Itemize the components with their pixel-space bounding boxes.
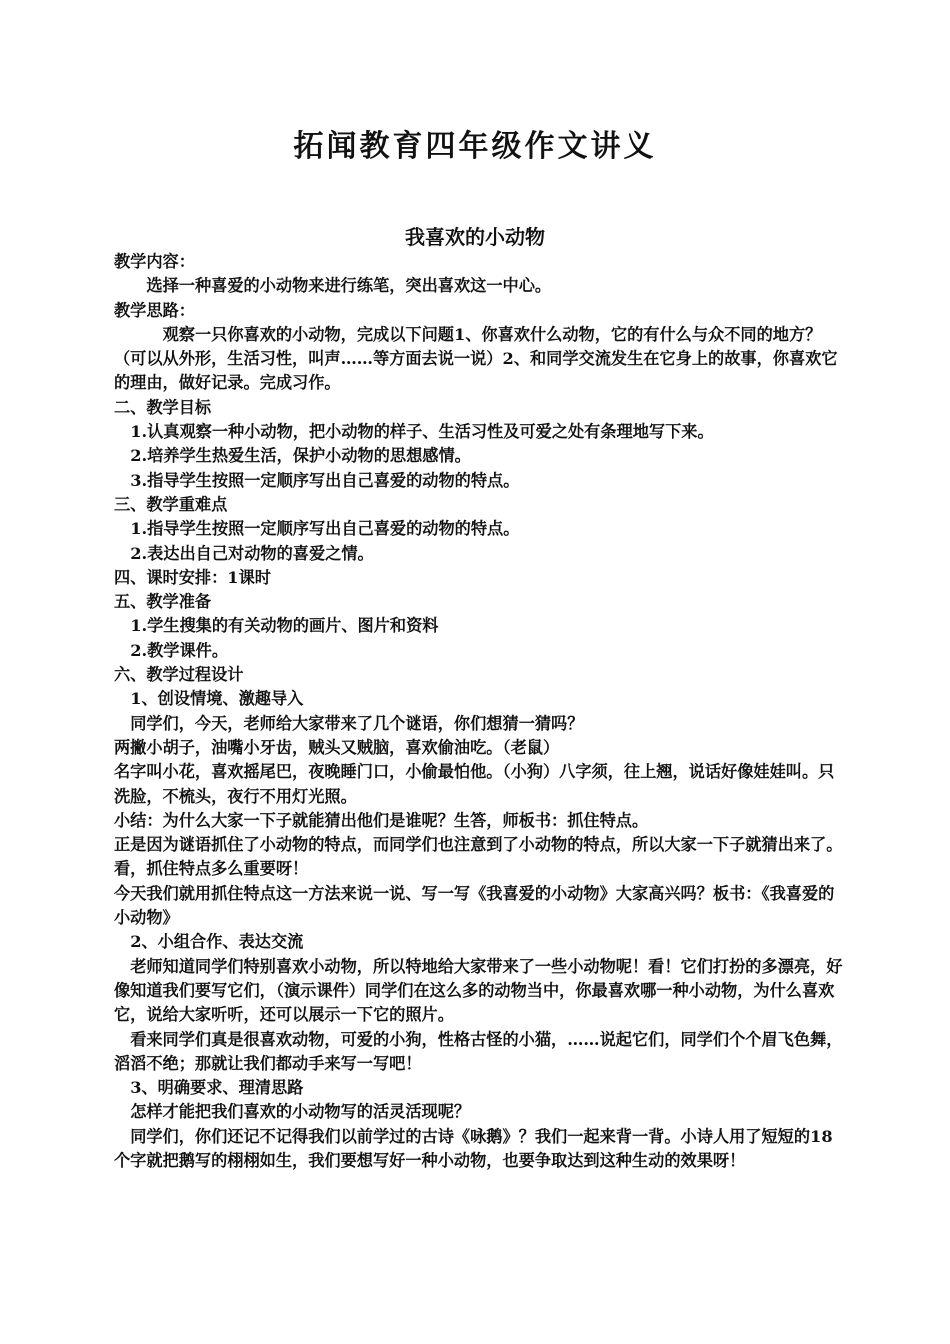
list-item: 1.学生搜集的有关动物的画片、图片和资料 bbox=[130, 616, 439, 636]
subsection-heading: 1、创设情境、激趣导入 bbox=[130, 689, 304, 709]
section-heading: 五、教学准备 bbox=[114, 592, 212, 612]
section-heading: 教学内容： bbox=[114, 252, 195, 271]
lesson-body bbox=[114, 250, 844, 1173]
subsection-heading: 3、明确要求、理清思路 bbox=[130, 1078, 304, 1098]
paragraph: 正是因为谜语抓住了小动物的特点，而同学们也注意到了小动物的特点，所以大家一下子就猜出来了。看，抓住特点多么重要呀！ bbox=[114, 835, 843, 879]
list-item: 2.培养学生热爱生活，保护小动物的思想感情。 bbox=[130, 446, 471, 466]
lesson-title: 我喜欢的小动物 bbox=[405, 225, 545, 249]
list-item: 1.指导学生按照一定顺序写出自己喜爱的动物的特点。 bbox=[130, 519, 520, 539]
document-title: 拓闻教育四年级作文讲义 bbox=[293, 129, 657, 164]
paragraph: 观察一只你喜欢的小动物，完成以下问题1、你喜欢什么动物，它的有什么与众不同的地方？（可以从外形，生活习性，叫声……等方面去说一说）2、和同学交流发生在它身上的故事，你喜欢它的理由，做好记录。完成习作。 bbox=[114, 324, 838, 393]
paragraph: 两撇小胡子，油嘴小牙齿，贼头又贼脑，喜欢偷油吃。（老鼠） bbox=[114, 737, 560, 757]
paragraph: 看来同学们真是很喜欢动物，可爱的小狗，性格古怪的小猫，……说起它们，同学们个个眉飞色舞，滔滔不绝；那就让我们都动手来写一写吧！ bbox=[114, 1029, 843, 1073]
paragraph: 同学们，今天，老师给大家带来了几个谜语，你们想猜一猜吗？ bbox=[130, 713, 584, 733]
section-heading: 四、课时安排：1课时 bbox=[114, 567, 271, 587]
paragraph: 老师知道同学们特别喜欢小动物，所以特地给大家带来了一些小动物呢！看！它们打扮的多漂亮，好像知道我们要写它们，（演示课件）同学们在这么多的动物当中，你最喜欢哪一种小动物，为什么喜欢它，说给大家听听，还可以展示一下它的照片。 bbox=[114, 956, 843, 1025]
list-item: 2.表达出自己对动物的喜爱之情。 bbox=[130, 543, 374, 563]
paragraph: 怎样才能把我们喜欢的小动物写的活灵活现呢？ bbox=[130, 1102, 471, 1122]
section-heading: 三、教学重难点 bbox=[114, 494, 228, 514]
list-item: 3.指导学生按照一定顺序写出自己喜爱的动物的特点。 bbox=[130, 470, 520, 490]
paragraph: 选择一种喜爱的小动物来进行练笔，突出喜欢这一中心。 bbox=[146, 276, 552, 296]
paragraph: 小结：为什么大家一下子就能猜出他们是谁呢？生答，师板书：抓住特点。 bbox=[114, 810, 649, 830]
section-heading: 六、教学过程设计 bbox=[114, 665, 244, 685]
paragraph: 同学们，你们还记不记得我们以前学过的古诗《咏鹅》？我们一起来背一背。小诗人用了短短的18个字就把鹅写的栩栩如生，我们要想写好一种小动物，也要争取达到这种生动的效果呀！ bbox=[114, 1126, 833, 1170]
section-heading: 教学思路： bbox=[114, 300, 195, 320]
paragraph: 名字叫小花，喜欢摇尾巴，夜晚睡门口，小偷最怕他。（小狗）八字须，往上翘，说话好像娃娃叫。只洗脸，不梳头，夜行不用灯光照。 bbox=[114, 762, 835, 806]
list-item: 2.教学课件。 bbox=[130, 640, 229, 660]
paragraph: 今天我们就用抓住特点这一方法来说一说、写一写《我喜爱的小动物》大家高兴吗？板书：《我喜爱的小动物》 bbox=[114, 883, 835, 928]
subsection-heading: 2、小组合作、表达交流 bbox=[130, 932, 304, 952]
list-item: 1.认真观察一种小动物，把小动物的样子、生活习性及可爱之处有条理地写下来。 bbox=[130, 422, 714, 442]
section-heading: 二、教学目标 bbox=[114, 397, 212, 417]
